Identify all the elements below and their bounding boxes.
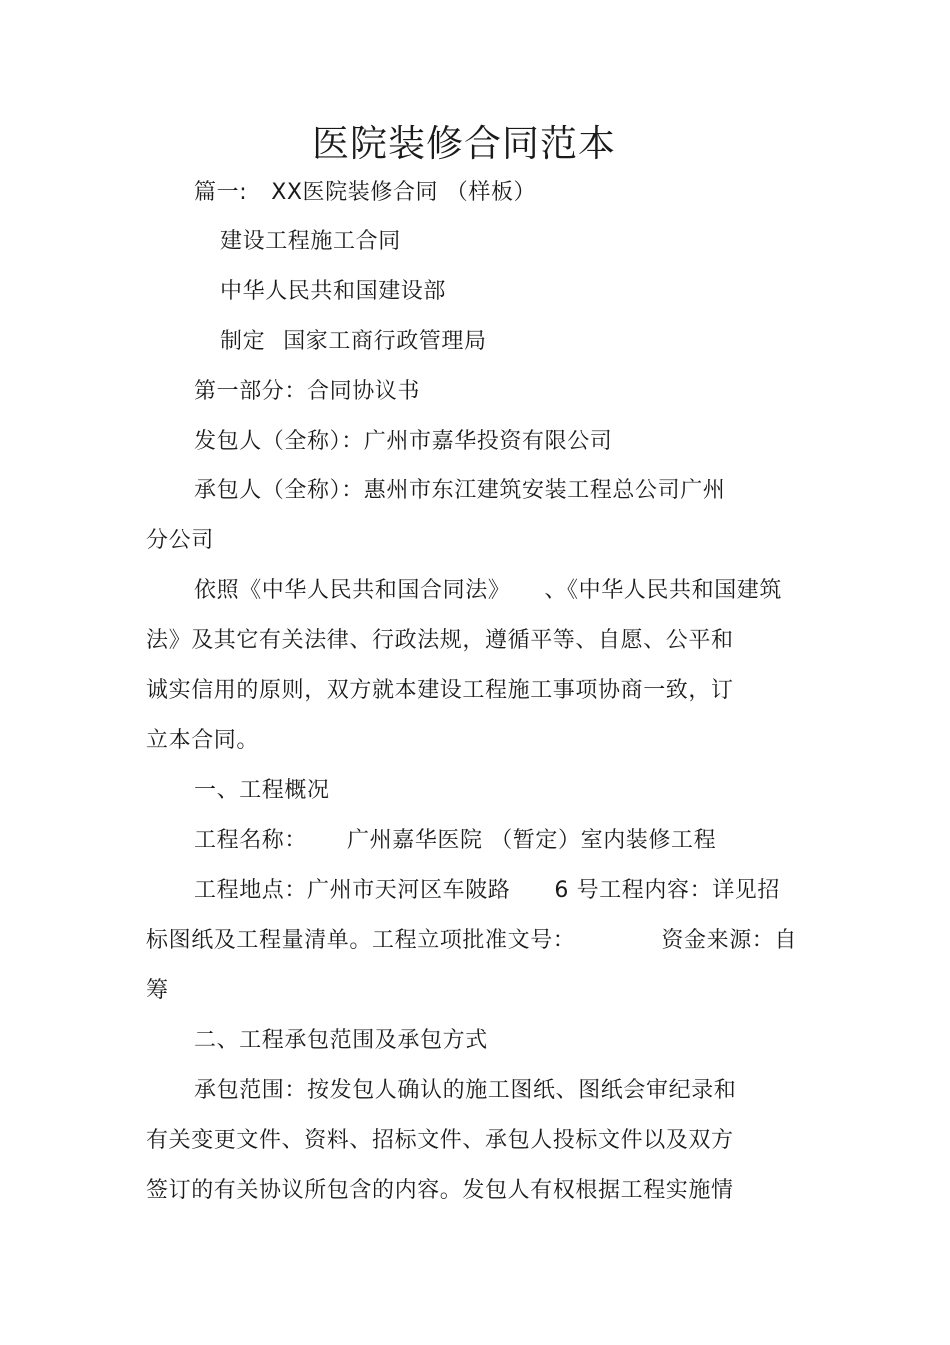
paragraph-line: 诚实信用的原则，双方就本建设工程施工事项协商一致，订 — [146, 678, 734, 703]
paragraph-line: 立本合同。 — [146, 728, 260, 753]
line-ministry: 中华人民共和国建设部 — [220, 279, 447, 304]
project-location: 工程地点：广州市天河区车陂路 — [194, 878, 511, 903]
line-article-one — [194, 178, 536, 208]
project-name-value: 广州嘉华医院 （暂定）室内装修工程 — [347, 828, 717, 853]
line-project-location — [194, 876, 780, 906]
paragraph-line: 承包范围：按发包人确认的施工图纸、图纸会审纪录和 — [194, 1078, 737, 1103]
article-heading: XX医院装修合同 （样板） — [271, 180, 537, 205]
line-contractor: 承包人（全称）：惠州市东江建筑安装工程总公司广州 — [194, 478, 726, 503]
line-project-name — [194, 826, 716, 856]
line-contractor-cont: 分公司 — [146, 528, 214, 553]
line-issuer — [220, 327, 487, 357]
line-employer: 发包人（全称）：广州市嘉华投资有限公司 — [194, 429, 613, 454]
paragraph-line: 有关变更文件、资料、招标文件、承包人投标文件以及双方 — [146, 1128, 734, 1153]
section-heading-part-one: 第一部分：合同协议书 — [194, 379, 421, 404]
document-title: 医院装修合同范本 — [312, 122, 616, 165]
paragraph-fragment: 、《中华人民共和国建筑 — [544, 578, 783, 603]
section-heading-overview: 一、工程概况 — [194, 778, 330, 803]
approval-number-label: 标图纸及工程量清单。工程立项批准文号： — [146, 928, 576, 953]
paragraph-fragment: 依照《中华人民共和国合同法》 — [194, 578, 511, 603]
paragraph-line: 法》及其它有关法律、行政法规，遵循平等、自愿、公平和 — [146, 628, 734, 653]
line-project-approval — [146, 926, 797, 956]
project-name-label: 工程名称： — [194, 828, 308, 853]
section-heading-scope: 二、工程承包范围及承包方式 — [194, 1028, 488, 1053]
project-content: 6 号工程内容：详见招 — [554, 878, 780, 903]
article-label: 篇一: — [194, 180, 248, 205]
issuer-label: 制定 — [220, 329, 266, 354]
paragraph-line: 签订的有关协议所包含的内容。发包人有权根据工程实施情 — [146, 1178, 734, 1203]
issuer-name: 国家工商行政管理局 — [283, 329, 487, 354]
funding-source-label: 资金来源：自 — [661, 928, 798, 953]
paragraph-line — [194, 576, 782, 606]
line-contract-type: 建设工程施工合同 — [220, 229, 401, 254]
line-funding-cont: 筹 — [146, 978, 169, 1003]
